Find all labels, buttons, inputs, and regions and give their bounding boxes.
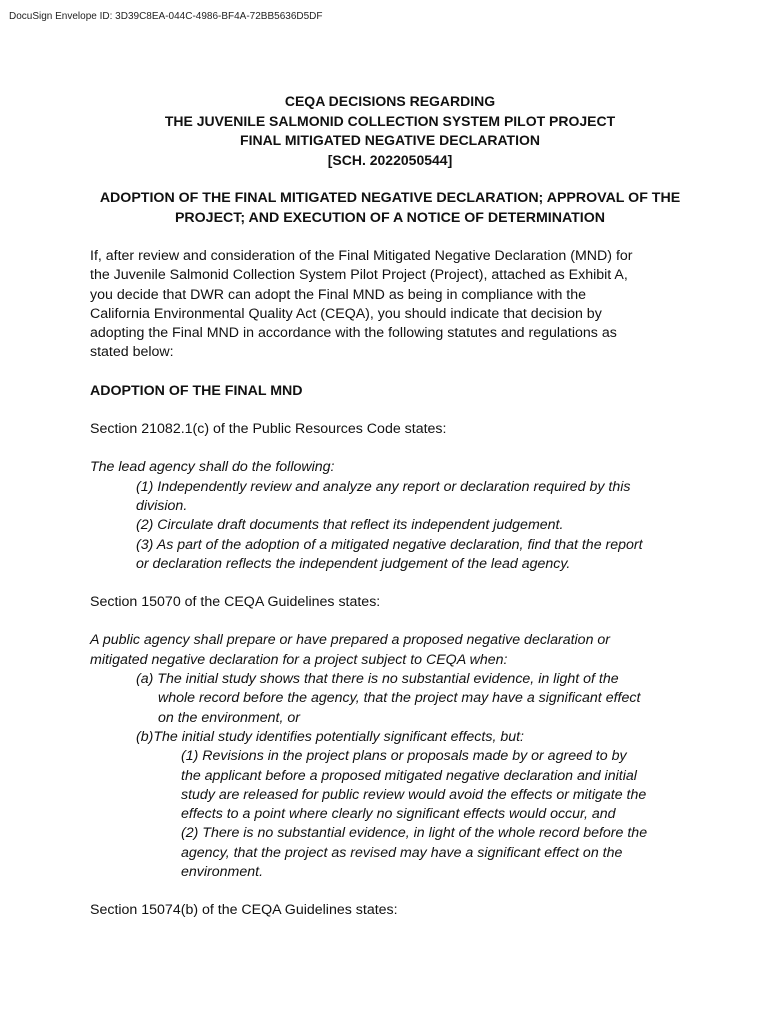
lead-agency-item: or declaration reflects the independent judgement of the lead agency. [136, 555, 571, 572]
public-agency-line: mitigated negative declaration for a project subject to CEQA when: [90, 651, 508, 668]
intro-line: stated below: [90, 344, 174, 361]
lead-agency-quote [90, 458, 690, 574]
document-page [90, 92, 690, 921]
intro-paragraph [90, 247, 690, 363]
lead-agency-item: (2) Circulate draft documents that reflect its independent judgement. [136, 517, 564, 534]
item-b-sub-line: study are released for public review would avoid the effects or mitigate the [181, 786, 647, 803]
title-line: [SCH. 2022050544] [327, 151, 453, 168]
document-title [90, 92, 690, 170]
item-b-sub-line: the applicant before a proposed mitigated negative declaration and initial [181, 767, 637, 784]
section-21082-statement: Section 21082.1(c) of the Public Resources Code states: [90, 421, 447, 438]
title-line: FINAL MITIGATED NEGATIVE DECLARATION [240, 132, 540, 148]
intro-line: California Environmental Quality Act (CEQA), you should indicate that decision by [90, 305, 602, 322]
section-heading-adoption: ADOPTION OF THE FINAL MND [90, 382, 303, 399]
lead-agency-intro: The lead agency shall do the following: [90, 459, 335, 476]
lead-agency-item: (3) As part of the adoption of a mitigated negative declaration, find that the report [136, 536, 643, 553]
item-b-sub-line: environment. [181, 864, 264, 881]
item-b-sub-line: agency, that the project as revised may have a significant effect on the [181, 844, 623, 861]
public-agency-line: A public agency shall prepare or have prepared a proposed negative declaration or [90, 632, 611, 649]
intro-line: the Juvenile Salmonid Collection System Pilot Project (Project), attached as Exhibit A, [90, 267, 628, 284]
intro-line: If, after review and consideration of the Final Mitigated Negative Declaration (MND) for [90, 248, 633, 264]
item-b-line: (b)The initial study identifies potentially significant effects, but: [136, 728, 524, 745]
docusign-envelope-id: DocuSign Envelope ID: 3D39C8EA-044C-4986-BF4A-72BB5636D5DF [9, 11, 323, 22]
public-agency-quote [90, 631, 690, 882]
item-a-line: whole record before the agency, that the project may have a significant effect [158, 690, 641, 707]
section-15070-statement: Section 15070 of the CEQA Guidelines states: [90, 594, 381, 611]
document-subtitle: ADOPTION OF THE FINAL MITIGATED NEGATIVE DECLARATION; APPROVAL OF THE PROJECT; AND EXECUTION OF A NOTICE OF DETERMINATION [99, 190, 681, 226]
item-a-line: on the environment, or [158, 709, 300, 726]
item-b-sub-line: (1) Revisions in the project plans or proposals made by or agreed to by [181, 748, 627, 765]
item-b-sub-line: effects to a point where clearly no significant effects would occur, and [181, 806, 616, 823]
item-b-sub-line: (2) There is no substantial evidence, in light of the whole record before the [181, 825, 648, 842]
lead-agency-item: (1) Independently review and analyze any report or declaration required by this [136, 478, 631, 495]
lead-agency-item: division. [136, 497, 188, 514]
item-a-line: (a) The initial study shows that there is no substantial evidence, in light of the [136, 671, 619, 688]
title-line: CEQA DECISIONS REGARDING [284, 93, 496, 109]
intro-line: adopting the Final MND in accordance with the following statutes and regulations as [90, 325, 617, 342]
intro-line: you decide that DWR can adopt the Final MND as being in compliance with the [90, 286, 587, 303]
title-line: THE JUVENILE SALMONID COLLECTION SYSTEM PILOT PROJECT [164, 112, 616, 129]
section-15074-statement: Section 15074(b) of the CEQA Guidelines states: [90, 902, 398, 919]
